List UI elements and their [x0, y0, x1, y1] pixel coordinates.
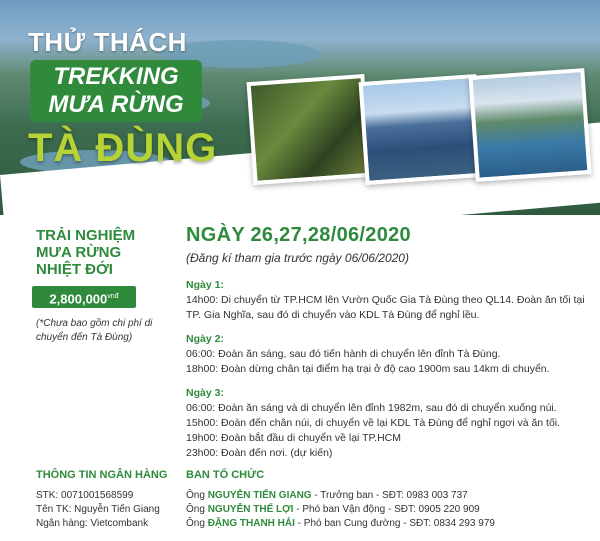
organizer-prefix: Ông: [186, 490, 208, 501]
photo-lake-view: [468, 68, 591, 182]
event-date: NGÀY 26,27,28/06/2020: [186, 224, 411, 246]
day-heading: Ngày 3:: [186, 387, 224, 399]
organizer-name: NGUYỄN THẾ LỢI: [207, 504, 294, 515]
photo-mountain-view: [359, 74, 484, 185]
schedule-item: 18h00: Đoàn dừng chân tại điểm hạ trại ở độ cao 1900m sau 14km di chuyển.: [186, 363, 550, 375]
organizers-heading: BAN TỔ CHỨC: [186, 469, 265, 481]
title-box: [30, 60, 202, 122]
price-note: (*Chưa bao gồm chi phí di chuyển đến Tà Đùng): [36, 318, 153, 343]
organizer-name: ĐẶNG THANH HẢI: [207, 518, 295, 529]
photo-forest-trek: [247, 74, 372, 185]
bank-name: Ngân hàng: Vietcombank: [36, 518, 149, 529]
title-rain-forest: MƯA RỪNG: [48, 91, 184, 118]
price-badge: [32, 286, 136, 308]
price-unit: vnđ: [107, 293, 119, 300]
experience-heading-line: TRẢI NGHIỆM: [36, 227, 136, 244]
schedule-item: 14h00: Di chuyển từ TP.HCM lên Vườn Quốc Gia Tà Đùng theo QL14. Đoàn ăn tối tại TP. Gia Nghĩa, sau đó di chuyển vào KDL Tà Đùng để nghỉ lều.: [186, 294, 585, 321]
experience-heading: [36, 227, 135, 278]
bank-account-name: Tên TK: Nguyễn Tiến Giang: [36, 504, 160, 515]
bank-account-number: STK: 0071001568599: [36, 490, 134, 501]
schedule-item: 23h00: Đoàn đến nơi. (dự kiến): [186, 447, 333, 459]
day-heading: Ngày 2:: [186, 333, 224, 345]
organizer-row: [186, 489, 495, 503]
experience-heading-line: MƯA RỪNG: [36, 244, 122, 261]
organizer-role: - Phó ban Cung đường - SĐT: 0834 293 979: [294, 518, 495, 529]
organizer-prefix: Ông: [186, 504, 208, 515]
organizer-role: - Phó ban Vận động - SĐT: 0905 220 909: [293, 504, 480, 515]
bank-info: [36, 489, 160, 531]
organizer-row: [186, 517, 495, 531]
organizer-name: NGUYỄN TIẾN GIANG: [207, 490, 312, 501]
day-heading: Ngày 1:: [186, 279, 224, 291]
schedule-item: 06:00: Đoàn ăn sáng và di chuyển lên đỉnh 1982m, sau đó di chuyển xuống núi.: [186, 402, 557, 414]
organizers-list: [186, 489, 495, 531]
organizer-row: [186, 503, 495, 517]
schedule-item: 15h00: Đoàn đến chân núi, di chuyển về lại KDL Tà Đùng để nghỉ ngơi và ăn tối.: [186, 417, 561, 429]
schedule-item: 06:00: Đoàn ăn sáng, sau đó tiến hành di chuyển lên đỉnh Tà Đùng.: [186, 348, 501, 360]
schedule: [186, 278, 596, 461]
title-challenge: THỬ THÁCH: [28, 27, 187, 57]
title-ta-dung: TÀ ĐÙNG: [28, 126, 218, 170]
schedule-item: 19h00: Đoàn bắt đầu di chuyển về lại TP.HCM: [186, 432, 401, 444]
registration-deadline: (Đăng kí tham gia trước ngày 06/06/2020): [186, 251, 409, 265]
organizer-prefix: Ông: [186, 518, 208, 529]
organizer-role: - Trưởng ban - SĐT: 0983 003 737: [311, 490, 468, 501]
experience-heading-line: NHIỆT ĐỚI: [36, 261, 113, 278]
title-trekking: TREKKING: [53, 63, 179, 90]
bank-heading: THÔNG TIN NGÂN HÀNG: [36, 469, 168, 481]
price-value: 2,800,000: [49, 291, 108, 307]
